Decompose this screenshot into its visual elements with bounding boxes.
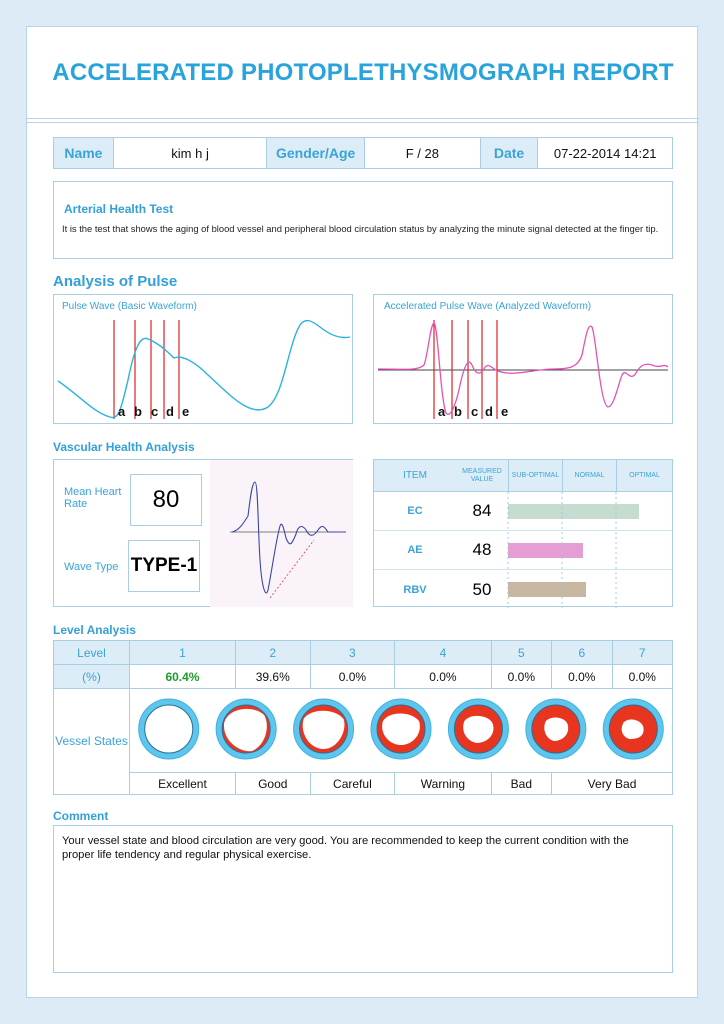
col-normal: NORMAL [562,460,616,491]
state-bad: Bad [491,773,551,795]
vascular-heading: Vascular Health Analysis [53,440,195,454]
report-page [26,26,698,998]
marker-label-d: d [166,404,174,419]
level-3: 3 [310,641,395,665]
report-date: 07-22-2014 14:21 [553,145,657,161]
pulse-wave-title: Pulse Wave (Basic Waveform) [62,301,197,312]
analysis-pulse-heading: Analysis of Pulse [53,273,178,290]
heart-rate-value: 80 [130,474,202,526]
vascular-row-ec [374,492,672,531]
wave-type-graphic [210,460,353,607]
accel-marker-label-c: c [471,404,479,419]
col-optimal: OPTIMAL [616,460,672,491]
patient-info-bar [53,137,673,169]
date-label: Date [481,138,539,168]
arterial-description: It is the test that shows the aging of blood vessel and peripheral blood circulation status by analyzing the minute signal detected at the finger tip. [62,223,659,234]
marker-label-c: c [151,404,159,419]
item-value: 48 [472,540,492,559]
percent-3: 0.0% [310,665,395,689]
vascular-table [373,459,673,607]
vessel-level-3 [294,699,354,759]
patient-name: kim h j [114,138,268,168]
percent-7: 0.0% [612,665,673,689]
vessel-level-2 [216,699,276,759]
marker-label-b: b [134,404,142,419]
level-analysis-table [53,640,673,795]
percent-5: 0.0% [491,665,551,689]
accel-marker-label-a: a [438,404,446,419]
state-careful: Careful [310,773,395,795]
pulse-wave-panel [53,294,353,424]
col-sub-optimal: SUB-OPTIMAL [508,460,562,491]
level-2: 2 [235,641,310,665]
patient-gender-age: F / 28 [365,138,481,168]
col-measured: MEASURED VALUE [462,467,502,483]
level-5: 5 [491,641,551,665]
gender-age-label: Gender/Age [267,138,365,168]
level-4: 4 [395,641,491,665]
report-title: ACCELERATED PHOTOPLETHYSMOGRAPH REPORT [52,59,674,86]
percent-4: 0.0% [395,665,491,689]
pulse-wave-chart [54,295,354,425]
percent-row-label: (%) [54,665,130,689]
item-value: 50 [472,579,492,599]
level-1: 1 [130,641,236,665]
level-row [54,641,673,665]
vessel-images [130,689,673,773]
vessel-row-label: Vessel States [54,689,130,795]
percent-row [54,665,673,689]
accel-marker-label-d: d [485,404,493,419]
vessel-level-7 [603,699,663,759]
accel-waveform [378,323,668,414]
percent-6: 0.0% [552,665,612,689]
wave-type-label: Wave Type [64,561,119,573]
accel-marker-label-b: b [454,404,462,419]
vessel-level-5 [448,699,508,759]
arterial-heading: Arterial Health Test [64,202,174,216]
arterial-health-box [53,181,673,259]
marker-label-a: a [118,404,126,419]
vessel-row [54,689,673,773]
level-7: 7 [612,641,673,665]
vascular-rows [374,492,672,609]
vessel-level-4 [371,699,431,759]
vascular-left-panel [53,459,353,607]
level-analysis-heading: Level Analysis [53,623,136,637]
divider [27,122,699,123]
state-good: Good [235,773,310,795]
vascular-row-rbv [374,570,672,609]
comment-text: Your vessel state and blood circulation are very good. You are recommended to keep the current condition with the proper life tendency and regular physical exercise. [62,835,629,861]
item-name: EC [407,505,423,517]
col-item: ITEM [403,470,427,481]
wave-type-value: TYPE-1 [128,540,200,592]
percent-2: 39.6% [235,665,310,689]
percent-1: 60.4% [130,665,236,689]
state-excellent: Excellent [130,773,236,795]
name-label: Name [54,138,114,168]
item-bar [508,543,583,558]
state-row [54,773,673,795]
accel-marker-label-e: e [501,404,509,419]
marker-label-e: e [182,404,190,419]
level-6: 6 [552,641,612,665]
item-name: AE [407,544,423,556]
vessel-level-6 [526,699,586,759]
vascular-table-header [374,460,672,492]
comment-heading: Comment [53,809,109,823]
vessel-level-1 [139,699,199,759]
state-warning: Warning [395,773,491,795]
item-bar [508,504,639,519]
wave-type-chart [210,460,353,607]
level-row-label: Level [54,641,130,665]
item-value: 84 [472,501,492,520]
state-very-bad: Very Bad [552,773,673,795]
vessel-states-chart [130,689,672,769]
item-bar [508,582,586,597]
accel-wave-chart [374,295,674,425]
heart-rate-label: Mean Heart Rate [64,486,122,510]
vascular-row-ae [374,531,672,570]
pulse-waveform [58,321,350,418]
item-name: RBV [403,583,427,596]
divider [27,118,699,119]
comment-box [53,825,673,973]
accel-wave-title: Accelerated Pulse Wave (Analyzed Waveform) [384,301,592,312]
accel-wave-panel [373,294,673,424]
